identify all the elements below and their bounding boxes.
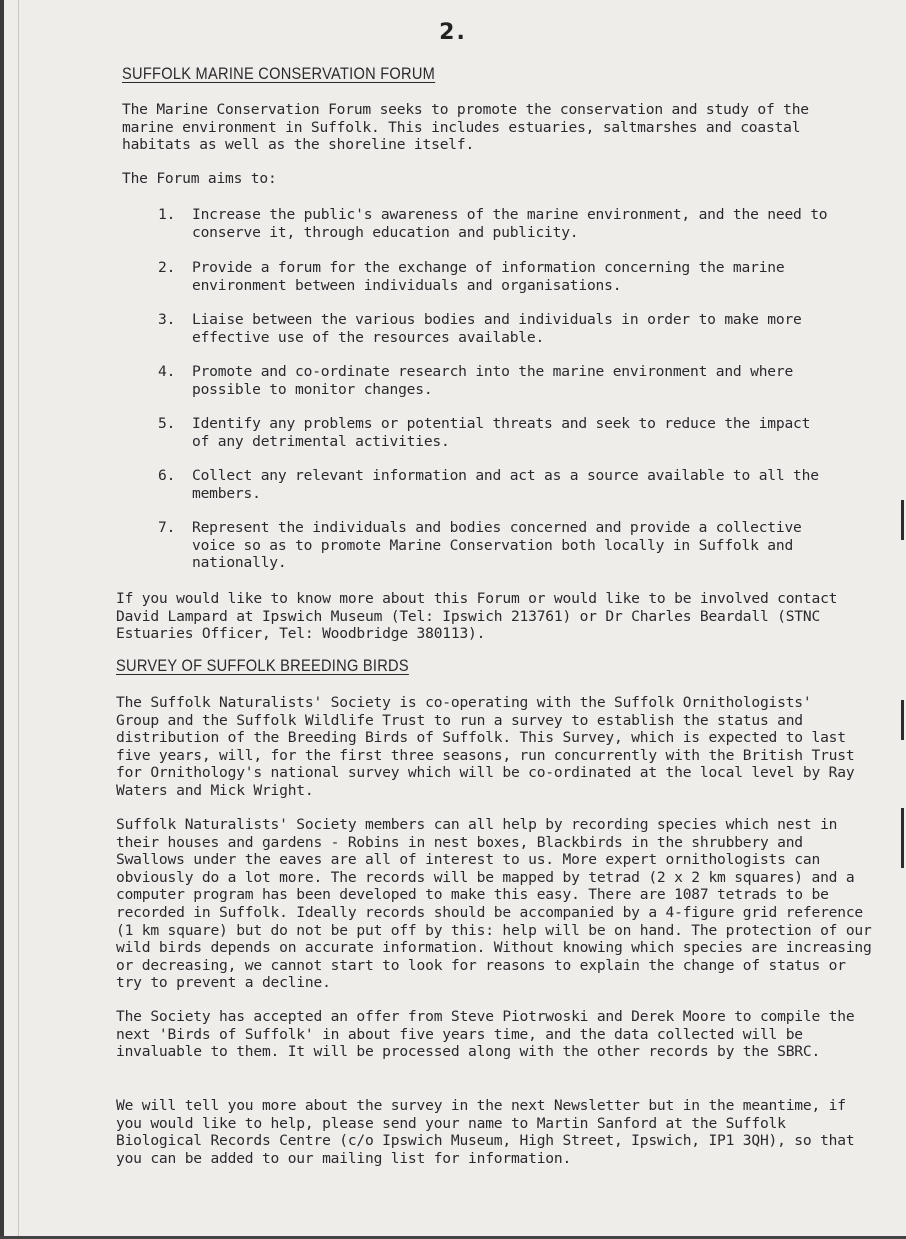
list-item-number: 7. <box>158 519 176 536</box>
list-item-text: Increase the public's awareness of the marine environment, and the need to conserve it, through education and publicity. <box>192 206 828 241</box>
section-heading-marine-forum: SUFFOLK MARINE CONSERVATION FORUM <box>122 64 436 83</box>
page-number: 2. <box>439 20 467 45</box>
list-item-text: Promote and co-ordinate research into the marine environment and where possible to monitor changes. <box>192 363 794 398</box>
contact-paragraph: If you would like to know more about this Forum or would like to be involved contact David Lampard at Ipswich Museum (Tel: Ipswich 213761) or Dr Charles Beardall (STNC Estuaries Officer, Tel: Woodbridge 380113). <box>116 590 838 643</box>
list-item-text: Liaise between the various bodies and individuals in order to make more effective use of the resources available. <box>192 311 802 346</box>
list-item-number: 4. <box>158 363 176 380</box>
survey-paragraph-4: We will tell you more about the survey in the next Newsletter but in the meantime, if you would like to help, please send your name to Martin Sanford at the Suffolk Biological Records Centre (c/o Ipswich Museum, High Street, Ipswich, IP1 3QH), so that you can be added to our mailing list for information. <box>116 1097 855 1167</box>
aims-intro: The Forum aims to: <box>122 170 277 187</box>
list-item-number: 1. <box>158 206 176 223</box>
page-left-edge <box>0 0 4 1239</box>
page-right-edge-mark <box>901 700 904 740</box>
page-right-edge-mark <box>901 500 904 540</box>
survey-paragraph-1: The Suffolk Naturalists' Society is co-operating with the Suffolk Ornithologists' Group and the Suffolk Wildlife Trust to run a survey to establish the status and distribution of the Breeding Birds of Suffolk. This Survey, which is expected to last five years, will, for the first three seasons, run concurrently with the British Trust for Ornithology's national survey which will be co-ordinated at the local level by Ray Waters and Mick Wright. <box>116 694 855 799</box>
page-fold-line <box>18 0 19 1239</box>
list-item-number: 2. <box>158 259 176 276</box>
survey-paragraph-2: Suffolk Naturalists' Society members can all help by recording species which nest in their houses and gardens - Robins in nest boxes, Blackbirds in the shrubbery and Swallows under the eaves are all of interest to us. More expert ornithologists can obviously do a lot more. The records will be mapped by tetrad (2 x 2 km squares) and a computer program has been developed to make this easy. There are 1087 tetrads to be recorded in Suffolk. Ideally records should be accompanied by a 4-figure grid reference (1 km square) but do not be put off by this: help will be on hand. The protection of our wild birds depends on accurate information. Without knowing which species are increasing or decreasing, we cannot start to look for reasons to explain the change of status or try to prevent a decline. <box>116 816 872 992</box>
list-item-number: 5. <box>158 415 176 432</box>
list-item-number: 3. <box>158 311 176 328</box>
list-item-text: Represent the individuals and bodies concerned and provide a collective voice so as to promote Marine Conservation both locally in Suffolk and nationally. <box>192 519 802 572</box>
intro-paragraph: The Marine Conservation Forum seeks to promote the conservation and study of the marine environment in Suffolk. This includes estuaries, saltmarshes and coastal habitats as well as the shoreline itself. <box>122 101 809 154</box>
page-right-edge-mark <box>901 808 904 868</box>
list-item-text: Identify any problems or potential threats and seek to reduce the impact of any detrimental activities. <box>192 415 811 450</box>
list-item-text: Collect any relevant information and act as a source available to all the members. <box>192 467 819 502</box>
list-item-text: Provide a forum for the exchange of information concerning the marine environment between individuals and organisations. <box>192 259 785 294</box>
survey-paragraph-3: The Society has accepted an offer from Steve Piotrwoski and Derek Moore to compile the next 'Birds of Suffolk' in about five years time, and the data collected will be invaluable to them. It will be processed along with the other records by the SBRC. <box>116 1008 855 1061</box>
section-heading-breeding-birds: SURVEY OF SUFFOLK BREEDING BIRDS <box>116 656 409 675</box>
list-item-number: 6. <box>158 467 176 484</box>
